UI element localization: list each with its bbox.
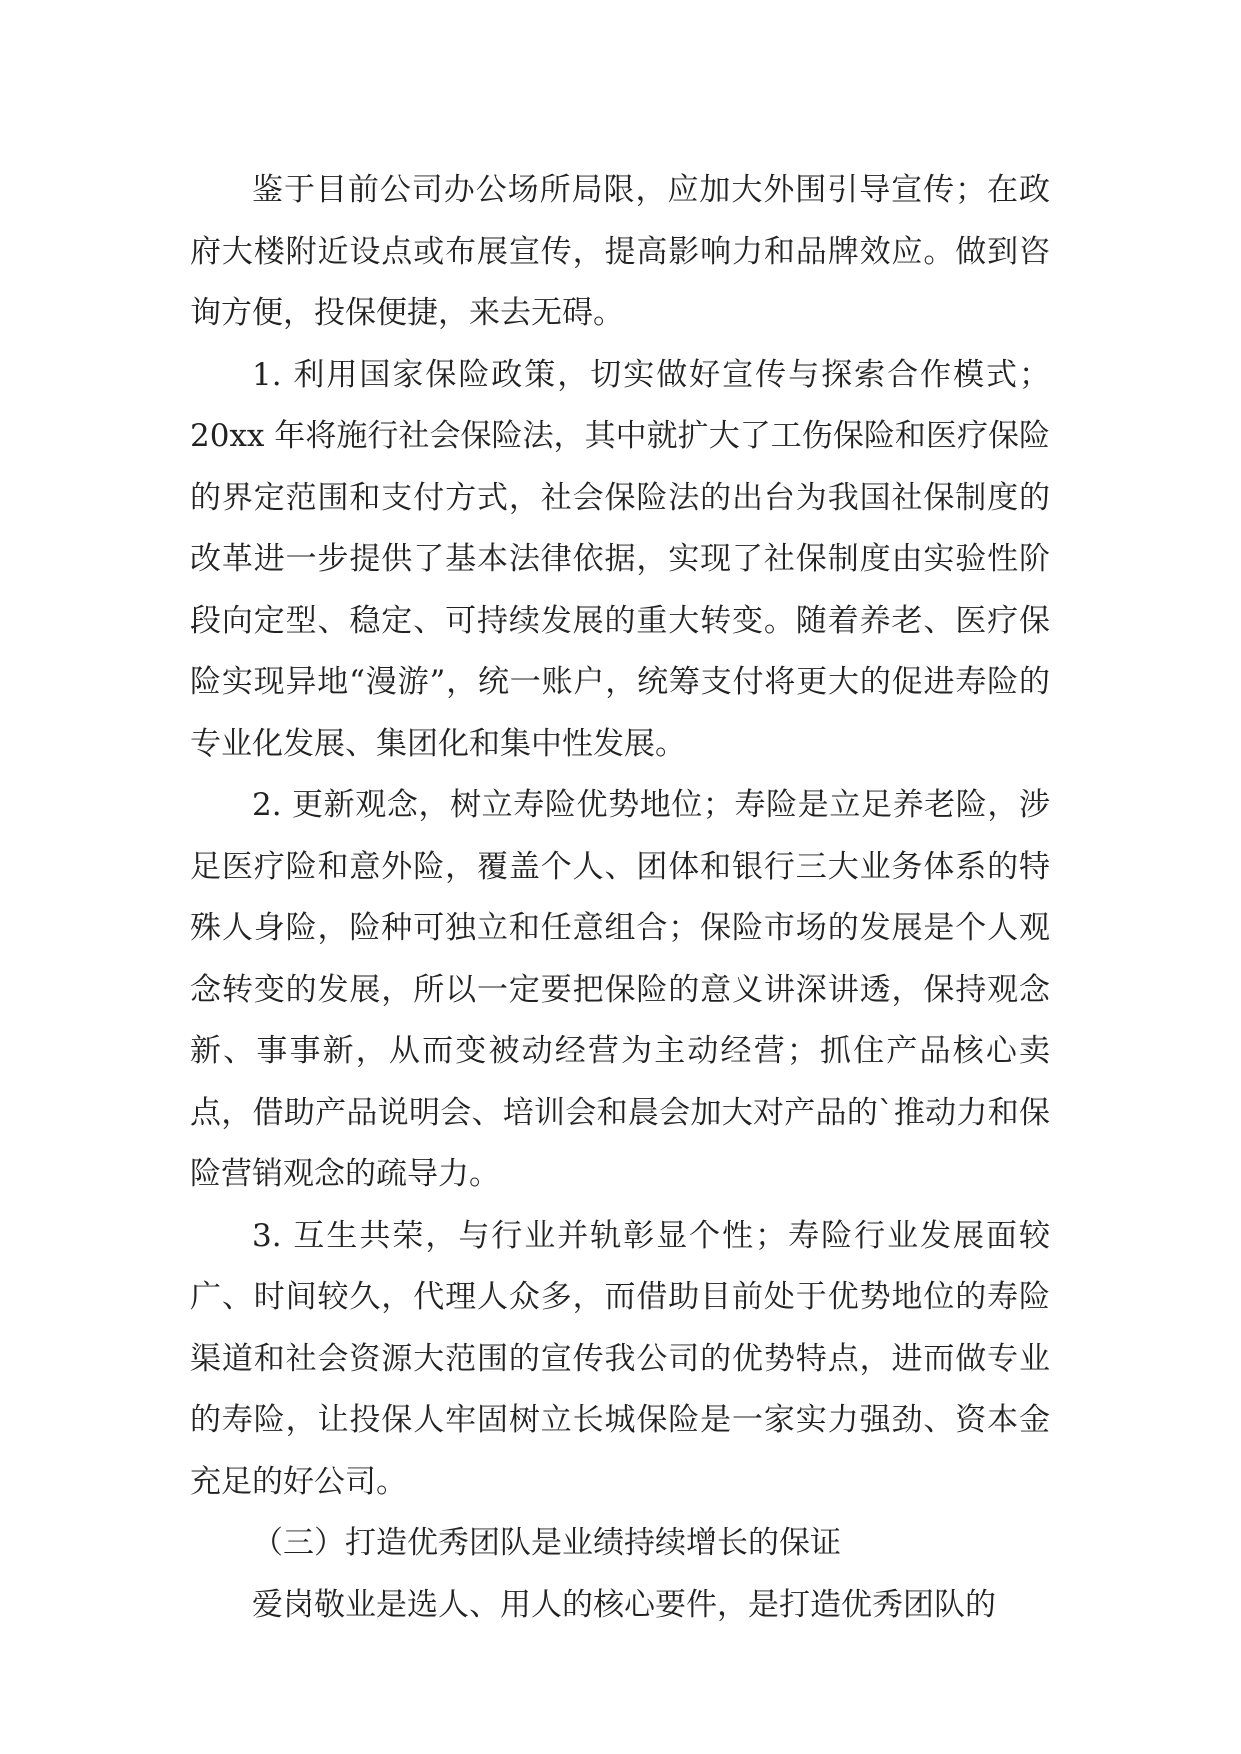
paragraph-item-1: 1. 利用国家保险政策，切实做好宣传与探索合作模式；20xx 年将施行社会保险法，其中就扩大了工伤保险和医疗保险的界定范围和支付方式，社会保险法的出台为我国社保制度的改革进一步提供了基本法律依据，实现了社保制度由实验性阶段向定型、稳定、可持续发展的重大转变。随着养老、医疗保险实现异地“漫游”，统一账户，统筹支付将更大的促进寿险的专业化发展、集团化和集中性发展。: [190, 356, 1050, 762]
paragraph-intro: 鉴于目前公司办公场所局限，应加大外围引导宣传；在政府大楼附近设点或布展宣传，提高影响力和品牌效应。做到咨询方便，投保便捷，来去无碍。: [190, 172, 1050, 331]
body-text: [190, 160, 1050, 1636]
paragraph-item-3: 3. 互生共荣，与行业并轨彰显个性；寿险行业发展面较广、时间较久，代理人众多，而借助目前处于优势地位的寿险渠道和社会资源大范围的宣传我公司的优势特点，进而做专业的寿险，让投保人牢固树立长城保险是一家实力强劲、资本金充足的好公司。: [190, 1217, 1050, 1500]
section-heading: （三）打造优秀团队是业绩持续增长的保证: [252, 1525, 841, 1561]
paragraph-closing: 爱岗敬业是选人、用人的核心要件，是打造优秀团队的: [252, 1586, 996, 1623]
paragraph-item-2: 2. 更新观念，树立寿险优势地位；寿险是立足养老险，涉足医疗险和意外险，覆盖个人、团体和银行三大业务体系的特殊人身险，险种可独立和任意组合；保险市场的发展是个人观念转变的发展，所以一定要把保险的意义讲深讲透，保持观念新、事事新，从而变被动经营为主动经营；抓住产品核心卖点，借助产品说明会、培训会和晨会加大对产品的`推动力和保险营销观念的疏导力。: [190, 787, 1050, 1192]
